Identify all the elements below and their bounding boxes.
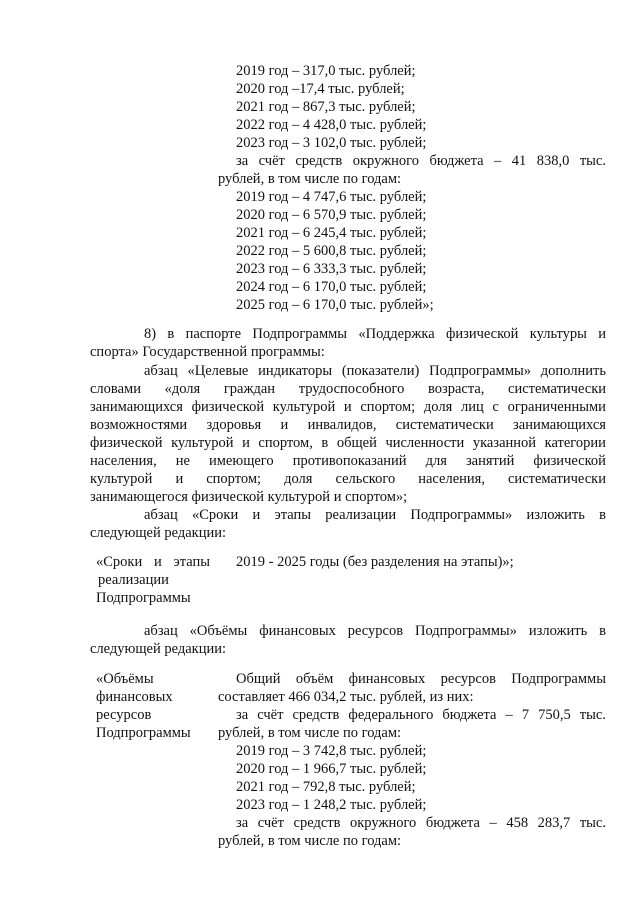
item-8-heading [144,325,606,343]
obemy-fed-cont: рублей, в том числе по годам: [218,725,402,741]
word: в [167,326,175,342]
word: с [492,399,499,415]
obemy-fed-line [236,706,606,724]
word: для [425,453,447,469]
word: бюджета [429,153,484,169]
obemy-fed-year-line: 2020 год – 1 966,7 тыс. рублей; [236,761,427,777]
okrug-year-line: 2025 год – 6 170,0 тыс. рублей»; [236,297,434,313]
word: счёт [257,815,284,831]
word: тыс. [579,707,606,723]
word: Подпрограммы» [410,507,513,523]
word: бюджета [442,707,497,723]
paragraph-last-line: занимающегося физической культурой и спортом»; [90,489,408,505]
fed-year-2020-line: 2020 год –17,4 тыс. рублей; [236,81,405,97]
word: сельского [335,471,396,487]
obemy-fed-year-line: 2023 год – 1 248,2 тыс. рублей; [236,797,427,813]
word: финансовых [259,623,336,639]
word: финансовых [348,671,426,687]
word: здоровья [206,417,262,433]
word: систематически [508,381,606,397]
word: словами [90,381,141,397]
obemy-total-line [236,670,606,688]
fed-year-2021-line: 2021 год – 867,3 тыс. рублей; [236,99,416,115]
word: дополнить [540,363,606,379]
word: – [505,707,513,723]
word: – [494,153,502,169]
word: 750,5 [538,707,571,723]
word: «Объёмы [189,623,248,639]
okrug-year-line: 2024 год – 6 170,0 тыс. рублей; [236,279,427,295]
obemy-label-line: «Объёмы [96,671,154,687]
paragraph-line [90,398,606,416]
obemy-fed-year-line: 2021 год – 792,8 тыс. рублей; [236,779,416,795]
obemy-fed-year-line: 2019 год – 3 742,8 тыс. рублей; [236,743,427,759]
word: «доля [164,381,201,397]
word: инвалидов, [307,417,377,433]
word: «Целевые [187,363,249,379]
word: бюджета [425,815,480,831]
word: счёт [257,707,284,723]
word: не [175,453,190,469]
word: и [343,399,352,415]
word: и [153,554,162,570]
paragraph-line [90,416,606,434]
word: ресурсов [440,671,496,687]
word: 41 [511,153,527,169]
word: 7 [521,707,530,723]
word: культурой [90,471,153,487]
obemy-label-line: ресурсов [96,707,152,723]
word: физической [533,453,606,469]
word: объём [295,671,334,687]
okrug-year-line: 2022 год – 5 600,8 тыс. рублей; [236,243,427,259]
word: граждан [223,381,276,397]
obemy-label-line: финансовых [96,689,173,705]
word: физической [191,399,265,415]
word: спортом; [206,471,262,487]
sroki-label-line-2: реализации [98,572,169,588]
word: численности [385,435,465,451]
word: окружного [352,153,420,169]
word: «Поддержка [358,326,435,342]
paragraph-line [90,380,606,398]
word: культуры [529,326,587,342]
word: ограниченными [507,399,606,415]
paragraph-line [90,434,606,452]
word: изложить [528,623,588,639]
obemy-okr-line [236,814,606,832]
word: этапы [173,554,210,570]
word: противопоказаний [292,453,407,469]
word: систематически [508,471,606,487]
abzac-sroki-line [144,506,606,524]
word: указанной [472,435,537,451]
word: лиц [460,399,484,415]
sroki-value: 2019 - 2025 годы (без разделения на этапы)»; [236,554,514,570]
paragraph-line [90,452,606,470]
word: Подпрограммы» [415,623,517,639]
paragraph-line [144,362,606,380]
word: систематически [395,417,494,433]
word: средств [293,815,341,831]
word: культурой [171,435,234,451]
word: средств [292,707,340,723]
word: Подпрограммы» [429,363,532,379]
fed-year-2019-line: 2019 год – 317,0 тыс. рублей; [236,63,416,79]
word: занимающихся [90,399,183,415]
word: этапы [274,507,311,523]
okrug-year-line: 2023 год – 6 333,3 тыс. рублей; [236,261,427,277]
word: реализации [325,507,397,523]
word: и [252,507,261,523]
word: 458 [506,815,529,831]
fed-year-2023-line: 2023 год – 3 102,0 тыс. рублей; [236,135,427,151]
word: за [236,153,249,169]
word: Подпрограммы [252,326,348,342]
okrug-year-line: 2021 год – 6 245,4 тыс. рублей; [236,225,427,241]
word: за [236,815,249,831]
word: Подпрограммы [511,671,606,687]
obemy-total-cont: составляет 466 034,2 тыс. рублей, из них: [218,689,474,705]
word: индикаторы [258,363,333,379]
fed-year-2022-line: 2022 год – 4 428,0 тыс. рублей; [236,117,427,133]
word: физической [445,326,519,342]
word: средств [295,153,343,169]
word: (показатели) [341,363,420,379]
abzac-obemy-line [144,622,606,640]
word: культурой [272,399,336,415]
word: 283,7 [537,815,571,831]
word: категории [544,435,606,451]
obemy-label-line: Подпрограммы [96,725,191,741]
word: общей [336,435,377,451]
abzac-sroki-cont: следующей редакции: [90,525,227,541]
word: абзац [144,507,178,523]
obemy-okr-cont: рублей, в том числе по годам: [218,833,402,849]
word: возможностями [90,417,188,433]
word: и [242,435,250,451]
word: абзац [144,363,178,379]
word: «Сроки [96,554,143,570]
word: населения, [90,453,157,469]
word: и [175,471,184,487]
word: доля [423,399,453,415]
word: в [321,435,329,451]
word: имеющего [209,453,274,469]
word: трудоспособного [298,381,405,397]
word: абзац [144,623,178,639]
word: 838,0 [536,153,570,169]
word: тыс. [579,815,606,831]
okrug-year-line: 2019 год – 4 747,6 тыс. рублей; [236,189,427,205]
word: спортом, [258,435,313,451]
word: Общий [236,671,281,687]
word: счёт [258,153,285,169]
word: – [489,815,497,831]
word: «Сроки [192,507,239,523]
word: и [598,326,606,342]
okrug-year-line: 2020 год – 6 570,9 тыс. рублей; [236,207,427,223]
word: физической [90,435,163,451]
paragraph-line [90,470,606,488]
word: тыс. [579,153,606,169]
item-8-heading-cont: спорта» Государственной программы: [90,344,325,360]
word: федерального [348,707,434,723]
sroki-label-line-3: Подпрограммы [96,590,191,606]
word: в [599,507,606,523]
okrug-budget-intro [236,152,606,170]
word: занимающихся [513,417,606,433]
word: ресурсов [347,623,404,639]
word: за [236,707,249,723]
word: возраста, [427,381,485,397]
word: окружного [350,815,417,831]
word: изложить [526,507,585,523]
word: в [599,623,606,639]
sroki-label-line-1 [96,553,210,571]
word: населения, [418,471,485,487]
okrug-budget-intro-cont: рублей, в том числе по годам: [218,171,402,187]
word: доля [284,471,313,487]
abzac-obemy-cont: следующей редакции: [90,641,227,657]
word: занятий [465,453,515,469]
word: спортом; [360,399,416,415]
word: паспорте [185,326,242,342]
word: 8) [144,326,157,342]
word: и [280,417,289,433]
